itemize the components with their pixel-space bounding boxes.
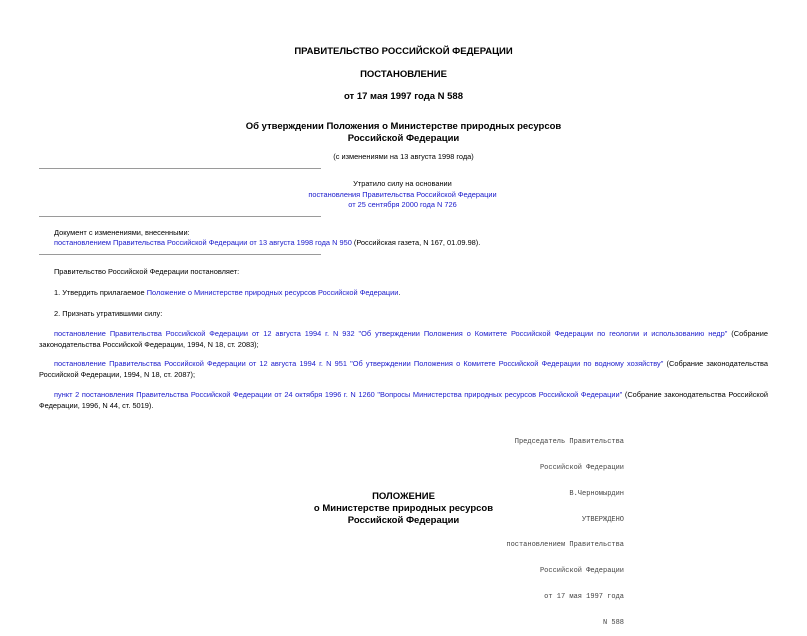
government-name: ПРАВИТЕЛЬСТВО РОССИЙСКОЙ ФЕДЕРАЦИИ <box>294 46 513 57</box>
signature-country: Российской Федерации <box>539 463 624 472</box>
approval-number: N 588 <box>602 618 624 627</box>
signature-block <box>420 421 624 636</box>
regulation-subject: о Министерстве природных ресурсов <box>313 503 494 514</box>
signature-name: В.Черномырдин <box>569 489 624 498</box>
regulation-country: Российской Федерации <box>347 515 460 526</box>
paragraph-1-suffix: . <box>398 288 401 297</box>
amendment-note: (с изменениями на 13 августа 1998 года) <box>333 152 474 161</box>
approval-country: Российской Федерации <box>539 567 624 576</box>
document-title-line-2: Российской Федерации <box>347 133 460 144</box>
repealed-item-2 <box>39 359 768 380</box>
paragraph-1-prefix: 1. Утвердить прилагаемое <box>54 288 147 297</box>
repealed-item-2-link[interactable]: постановление Правительства Российской Федерации от 12 августа 1994 г. N 951 "Об утверждении Положения о Комитете Российской Федерации по водному хозяйству" <box>54 359 664 368</box>
repealed-item-3 <box>39 390 768 411</box>
lapsed-note <box>260 179 545 211</box>
paragraph-2: 2. Признать утратившими силу: <box>54 309 163 318</box>
intro-text: Правительство Российской Федерации постановляет: <box>54 267 240 276</box>
approval-stamp: УТВЕРЖДЕНО <box>581 515 624 524</box>
changes-entry <box>54 238 754 249</box>
paragraph-1 <box>54 288 754 299</box>
repealed-item-1-source: (Собрание законодательства Российской Федерации, 1994, N 18, ст. 2083); <box>39 329 768 349</box>
divider <box>39 168 321 169</box>
signature-position: Председатель Правительства <box>514 438 624 447</box>
document-type: ПОСТАНОВЛЕНИЕ <box>360 69 447 80</box>
changes-source: (Российская газета, N 167, 01.09.98). <box>351 238 481 247</box>
approval-date: от 17 мая 1997 года <box>544 592 624 601</box>
approval-by: постановлением Правительства <box>506 541 624 550</box>
divider <box>39 216 321 217</box>
changes-link[interactable]: постановлением Правительства Российской Федерации от 13 августа 1998 года N 950 <box>54 238 352 247</box>
lapsed-note-text: Утратило силу на основании <box>353 179 452 188</box>
repealed-item-1-link[interactable]: постановление Правительства Российской Федерации от 12 августа 1994 г. N 932 "Об утверждении Положения о Комитете Российской Федерации по геологии и использованию недр" <box>54 329 728 338</box>
document-title-line-1: Об утверждении Положения о Министерстве природных ресурсов <box>245 121 562 132</box>
document-date-number: от 17 мая 1997 года N 588 <box>343 91 464 102</box>
repealed-item-3-link[interactable]: пункт 2 постановления Правительства Российской Федерации от 24 октября 1996 г. N 1260 "Вопросы Министерства природных ресурсов Российской Федерации" <box>54 390 623 399</box>
repealed-item-2-source: (Собрание законодательства Российской Федерации, 1994, N 18, ст. 2087); <box>39 359 768 379</box>
regulation-heading: ПОЛОЖЕНИЕ <box>372 491 435 502</box>
regulation-link[interactable]: Положение о Министерстве природных ресурсов Российской Федерации <box>146 288 399 297</box>
lapsed-basis-link[interactable]: постановления Правительства Российской Федерации <box>308 189 497 199</box>
changes-label: Документ с изменениями, внесенными: <box>54 228 190 237</box>
repealed-item-3-source: (Собрание законодательства Российской Федерации, 1996, N 44, ст. 5019). <box>39 390 768 410</box>
divider <box>39 254 321 255</box>
repealed-item-1 <box>39 329 768 350</box>
lapsed-basis-link-date[interactable]: от 25 сентября 2000 года N 726 <box>348 200 457 209</box>
